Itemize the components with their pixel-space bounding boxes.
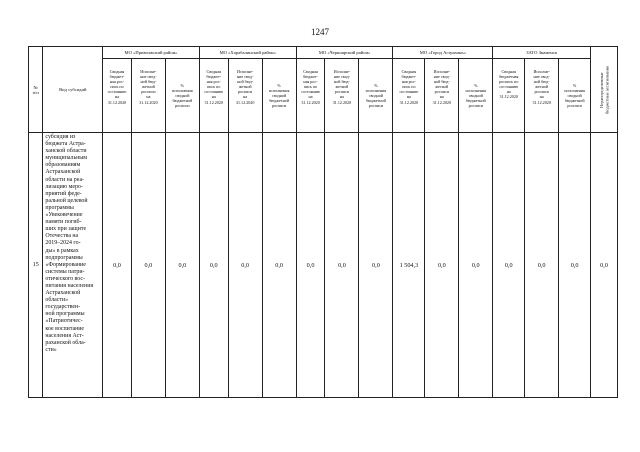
subheader-percent: % исполнения сводной бюджетной росписи bbox=[262, 59, 296, 133]
header-undistributed bbox=[591, 47, 618, 133]
header-subsidy-type: Вид субсидий bbox=[43, 47, 103, 133]
budget-table bbox=[28, 46, 618, 398]
value-cell: 0,0 bbox=[103, 133, 132, 398]
header-row-number: № п/п bbox=[29, 47, 43, 133]
subheader-execution: Исполне- ние свод- ной бюд- жетной росписи на 31.12.2020 bbox=[425, 59, 459, 133]
value-cell: 0,0 bbox=[525, 133, 559, 398]
value-cell: 0,0 bbox=[359, 133, 393, 398]
subheader-execution: Исполне- ние свод- ной бюд- жетной росписи на 31.12.2020 bbox=[131, 59, 165, 133]
subheader-budget-schedule: Сводная бюджет- ная рос- пись по состоянию на 31.12.2020 bbox=[393, 59, 425, 133]
subheader-execution: Исполне- ние свод- ной бюд- жетной росписи на 31.12.2020 bbox=[228, 59, 262, 133]
value-cell: 0,0 bbox=[459, 133, 493, 398]
value-cell: 0,0 bbox=[228, 133, 262, 398]
group-header: МО «Харабалинский район» bbox=[199, 47, 296, 59]
subheader-percent: % исполнения сводной бюджетной росписи bbox=[559, 59, 591, 133]
row-number: 15 bbox=[29, 133, 43, 398]
subheader-execution: Исполне- ние свод- ной бюд- жетной росписи на 31.12.2020 bbox=[325, 59, 359, 133]
subheader-percent: % исполнения сводной бюджетной росписи bbox=[359, 59, 393, 133]
value-cell: 0,0 bbox=[425, 133, 459, 398]
value-cell: 0,0 bbox=[559, 133, 591, 398]
group-header: МО «Черноярский район» bbox=[296, 47, 393, 59]
subsidy-description: субсидия из бюджета Астра- ханской области муниципальным образованиям Астраханской области на реа- лизацию меро- приятий феде- ральной целевой программы «Увековечение памяти погиб- ших при защите Отечества на 2019–2024 го- ды» в рамках подпрограммы «Формирование системы патри- отического вос- питания населения Астраханской области» государствен- ной программы «Патриотичес- кое воспитание населения Аст- раханской обла- сти» bbox=[43, 133, 103, 398]
value-cell: 1 504,3 bbox=[393, 133, 425, 398]
subheader-percent: % исполнения сводной бюджетной росписи bbox=[165, 59, 199, 133]
subheader-budget-schedule: Сводная бюджет- ная рос- пись по состоянию на 31.12.2020 bbox=[296, 59, 325, 133]
group-header: ЗАТО Знаменск bbox=[493, 47, 591, 59]
value-cell: 0,0 bbox=[325, 133, 359, 398]
value-cell: 0,0 bbox=[199, 133, 228, 398]
table-row bbox=[29, 133, 618, 398]
group-header: МО «Город Астрахань» bbox=[393, 47, 493, 59]
subheader-budget-schedule: Сводная бюджетная роспись по состоянию на 31.12.2020 bbox=[493, 59, 525, 133]
value-cell: 0,0 bbox=[165, 133, 199, 398]
header-undistributed-label: Нераспределенные бюджетные ассигнования bbox=[598, 65, 610, 114]
value-cell: 0,0 bbox=[131, 133, 165, 398]
value-cell: 0,0 bbox=[296, 133, 325, 398]
subheader-budget-schedule: Сводная бюджет- ная рос- пись по состоянию на 31.12.2020 bbox=[199, 59, 228, 133]
subheader-execution: Исполне- ние свод- ной бюд- жетной росписи на 31.12.2020 bbox=[525, 59, 559, 133]
value-cell: 0,0 bbox=[493, 133, 525, 398]
value-cell: 0,0 bbox=[262, 133, 296, 398]
group-header: МО «Приволжский район» bbox=[103, 47, 200, 59]
value-cell: 0,0 bbox=[591, 133, 618, 398]
page-number: 1247 bbox=[311, 27, 329, 37]
subheader-budget-schedule: Сводная бюджет- ная рос- пись по состоянию на 31.12.2020 bbox=[103, 59, 132, 133]
subheader-percent: % исполнения сводной бюджетной росписи bbox=[459, 59, 493, 133]
